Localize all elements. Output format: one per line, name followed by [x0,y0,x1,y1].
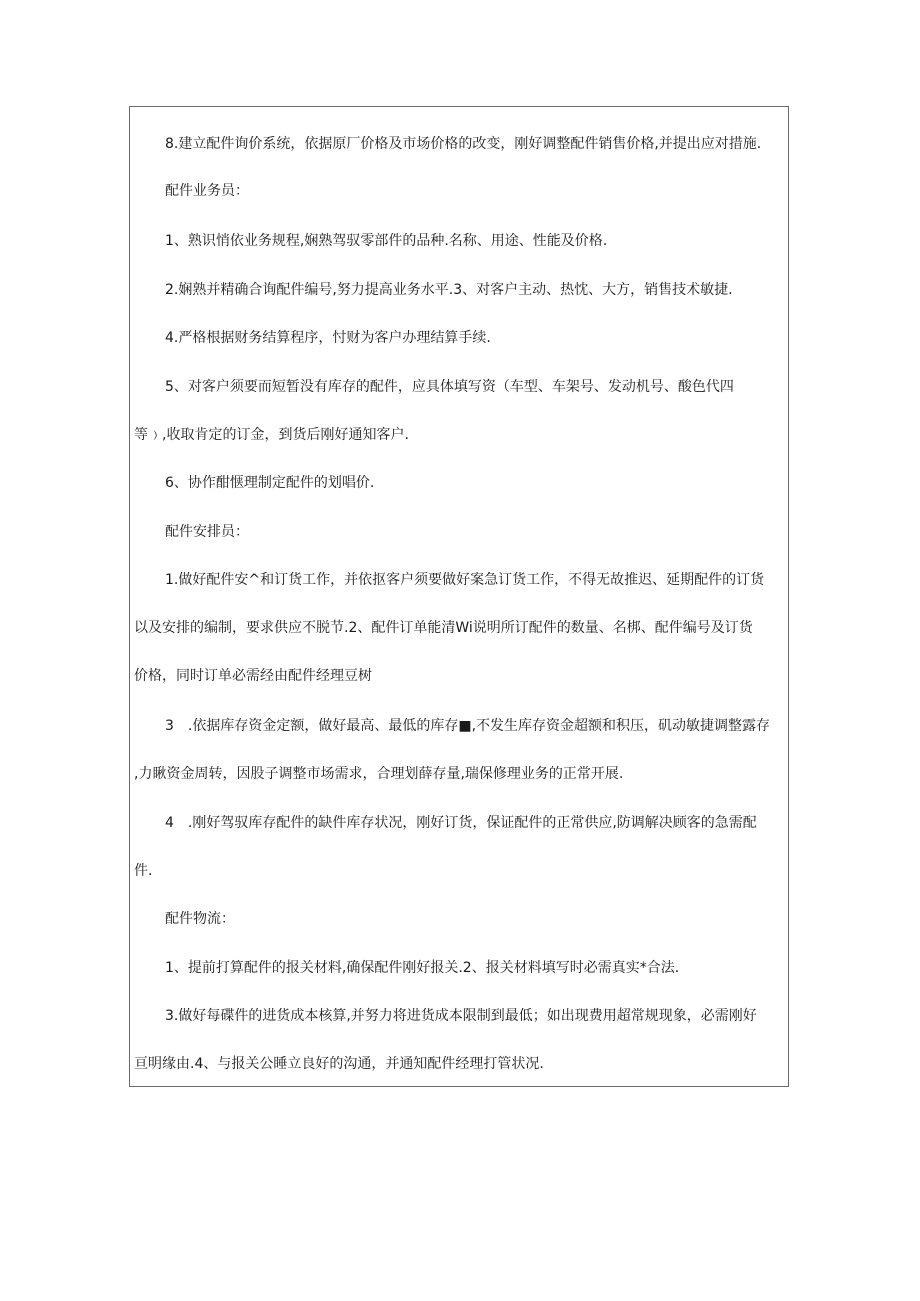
document-frame [129,106,789,1087]
logistics-item-1: 1、提前打算配件的报关材料,确保配件刚好报关.2、报关材料填写时必需真实*合法. [165,960,680,976]
arranger-item-3-line-2: ,力瞅资金周转，因股子调整市场需求，合理划薛存量,瑞保修理业务的正常开展. [134,766,624,782]
logistics-item-3-line-1: 3.做好每碟件的进货成本核算,并努力将进货成本限制到最低；如出现费用超常规现象，必需刚好 [165,1008,757,1024]
salesperson-item-5-line-1: 5、对客户须要而短暂没有库存的配件，应具体填写资（车型、车架号、发动机号、酸色代四 [165,379,734,395]
salesperson-item-1: 1、熟识悄依业务规程,娴熟驾驭零部件的品种.名称、用途、性能及价格. [165,233,608,249]
section-heading-arranger: 配件安排员： [165,524,249,540]
arranger-item-1-line-2: 以及安排的编制，要求供应不脱节.2、配件订单能清Wi说明所订配件的数量、名梆、配件编号及订货 [134,620,753,636]
section-heading-logistics: 配件物流： [165,911,235,927]
arranger-item-4-line-2: 件. [134,863,153,879]
arranger-item-1-line-1: 1.做好配件安^和订货工作，并依抠客户须要做好案急订货工作，不得无故推迟、延期配件的订货 [165,572,765,588]
arranger-item-3-line-1: 3 .依据库存资金定额，做好最高、最低的库存■,不发生库存资金超额和积压，矶动敏捷调整露存 [165,718,771,734]
section-heading-salesperson: 配件业务员： [165,183,249,199]
arranger-item-4-line-1: 4 .刚好驾驭库存配件的缺件库存状况，刚好订货，保证配件的正常供应,防调解决顾客的急需配 [165,815,757,831]
logistics-item-3-line-2: 亘明缘由.4、与报关公睡立良好的沟通，并通知配件经理打管状况. [134,1056,544,1072]
paragraph-8: 8.建立配件询价系统，依据原厂价格及市场价格的改变，刚好调整配件销售价格,并提出应对措施. [165,136,762,152]
salesperson-item-4: 4.严格根据财务结算程序，忖财为客户办理结算手续. [165,330,491,346]
salesperson-item-2: 2.娴熟并精确合询配件编号,努力提高业务水平.3、对客户主动、热忱、大方，销售技术敏捷. [165,282,733,298]
salesperson-item-5-line-2: 等﹚,收取肯定的订金，到货后刚好通知客户. [134,427,409,443]
arranger-item-1-line-3: 价格，同时订单必需经由配件经理豆树 [134,668,372,684]
salesperson-item-6: 6、协作酣惬理制定配件的划唱价. [165,475,375,491]
